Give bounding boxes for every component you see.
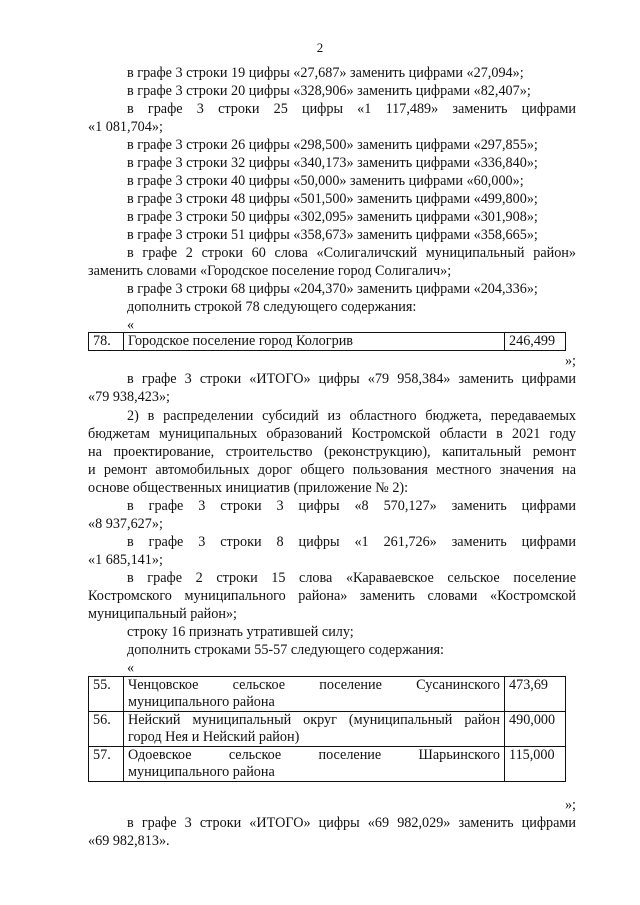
text-line: основе общественных инициатив (приложение № 2): — [88, 480, 409, 496]
row-number-cell: 55. — [89, 677, 124, 712]
table-row — [89, 677, 566, 712]
row-number-cell: 57. — [89, 747, 124, 782]
text-line: в графе 2 строки 60 слова «Солигаличский муниципальный район» — [127, 245, 576, 261]
row-number-cell: 78. — [89, 333, 124, 351]
text-line: в графе 3 строки 20 цифры «328,906» заменить цифрами «82,407»; — [127, 83, 531, 99]
text-line: 2) в распределении субсидий из областного бюджета, передаваемых — [127, 408, 576, 424]
text-line: строку 16 признать утратившей силу; — [127, 624, 354, 640]
text-line: в графе 3 строки 51 цифры «358,673» заменить цифрами «358,665»; — [127, 227, 538, 243]
name-line: город Нея и Нейский район) — [128, 729, 300, 745]
text-line: и ремонт автомобильных дорог общего пользования местного значения на — [88, 462, 576, 478]
text-line: бюджетам муниципальных образований Костромской области в 2021 году — [88, 426, 576, 442]
text-line: в графе 3 строки 68 цифры «204,370» заменить цифрами «204,336»; — [127, 281, 538, 297]
text-line: в графе 3 строки 50 цифры «302,095» заменить цифрами «301,908»; — [127, 209, 538, 225]
amount-cell: 246,499 — [505, 333, 566, 351]
text-line: Костромского муниципального района» заменить словами «Костромской — [88, 588, 576, 604]
text-line: на проектирование, строительство (реконструкцию), капитальный ремонт — [88, 444, 576, 460]
text-line: дополнить строками 55-57 следующего содержания: — [127, 642, 444, 658]
page-number: 2 — [316, 40, 324, 55]
text-line: «69 982,813». — [88, 833, 170, 849]
table-row — [89, 747, 566, 782]
text-line: в графе 3 строки 26 цифры «298,500» заменить цифрами «297,855»; — [127, 137, 538, 153]
name-line: Одоевское сельское поселение Шарьинского — [128, 747, 500, 763]
municipality-name-cell — [124, 677, 505, 712]
text-line: «1 685,141»; — [88, 552, 163, 568]
amount-cell: 115,000 — [505, 747, 566, 782]
text-line: в графе 3 строки 3 цифры «8 570,127» заменить цифрами — [127, 498, 576, 514]
text-line: в графе 3 строки 25 цифры «1 117,489» заменить цифрами — [127, 101, 576, 117]
row-number-cell: 56. — [89, 712, 124, 747]
text-line: «8 937,627»; — [88, 516, 163, 532]
text-line: «79 938,423»; — [88, 389, 170, 405]
text-line: в графе 3 строки «ИТОГО» цифры «79 958,384» заменить цифрами — [127, 371, 576, 387]
text-line: дополнить строкой 78 следующего содержания: — [127, 299, 417, 315]
close-quote: »; — [564, 797, 576, 813]
table-row — [89, 333, 566, 351]
text-line: заменить словами «Городское поселение город Солигалич»; — [88, 263, 452, 279]
name-line: Ченцовское сельское поселение Сусанинского — [128, 677, 500, 693]
amendment-table-row-78 — [88, 332, 566, 351]
text-line: в графе 3 строки 19 цифры «27,687» заменить цифрами «27,094»; — [127, 65, 524, 81]
municipality-name-cell: Городское поселение город Кологрив — [124, 333, 505, 351]
amount-cell: 490,000 — [505, 712, 566, 747]
text-line: «1 081,704»; — [88, 119, 163, 135]
municipality-name-cell — [124, 712, 505, 747]
amount-cell: 473,69 — [505, 677, 566, 712]
text-line: в графе 3 строки 40 цифры «50,000» заменить цифрами «60,000»; — [127, 173, 524, 189]
text-line: в графе 3 строки 32 цифры «340,173» заменить цифрами «336,840»; — [127, 155, 538, 171]
amendment-table-rows-55-57 — [88, 676, 566, 782]
name-line: муниципального района — [128, 764, 275, 780]
text-line: в графе 2 строки 15 слова «Караваевское сельское поселение — [127, 570, 576, 586]
open-quote: « — [127, 317, 135, 333]
text-line: в графе 3 строки 48 цифры «501,500» заменить цифрами «499,800»; — [127, 191, 538, 207]
name-line: Нейский муниципальный округ (муниципальный район — [128, 712, 500, 728]
name-line: муниципального района — [128, 694, 275, 710]
text-line: в графе 3 строки «ИТОГО» цифры «69 982,029» заменить цифрами — [127, 815, 576, 831]
municipality-name-cell — [124, 747, 505, 782]
text-line: муниципальный район»; — [88, 606, 237, 622]
open-quote: « — [127, 660, 135, 676]
close-quote: »; — [564, 353, 576, 369]
table-row — [89, 712, 566, 747]
text-line: в графе 3 строки 8 цифры «1 261,726» заменить цифрами — [127, 534, 576, 550]
